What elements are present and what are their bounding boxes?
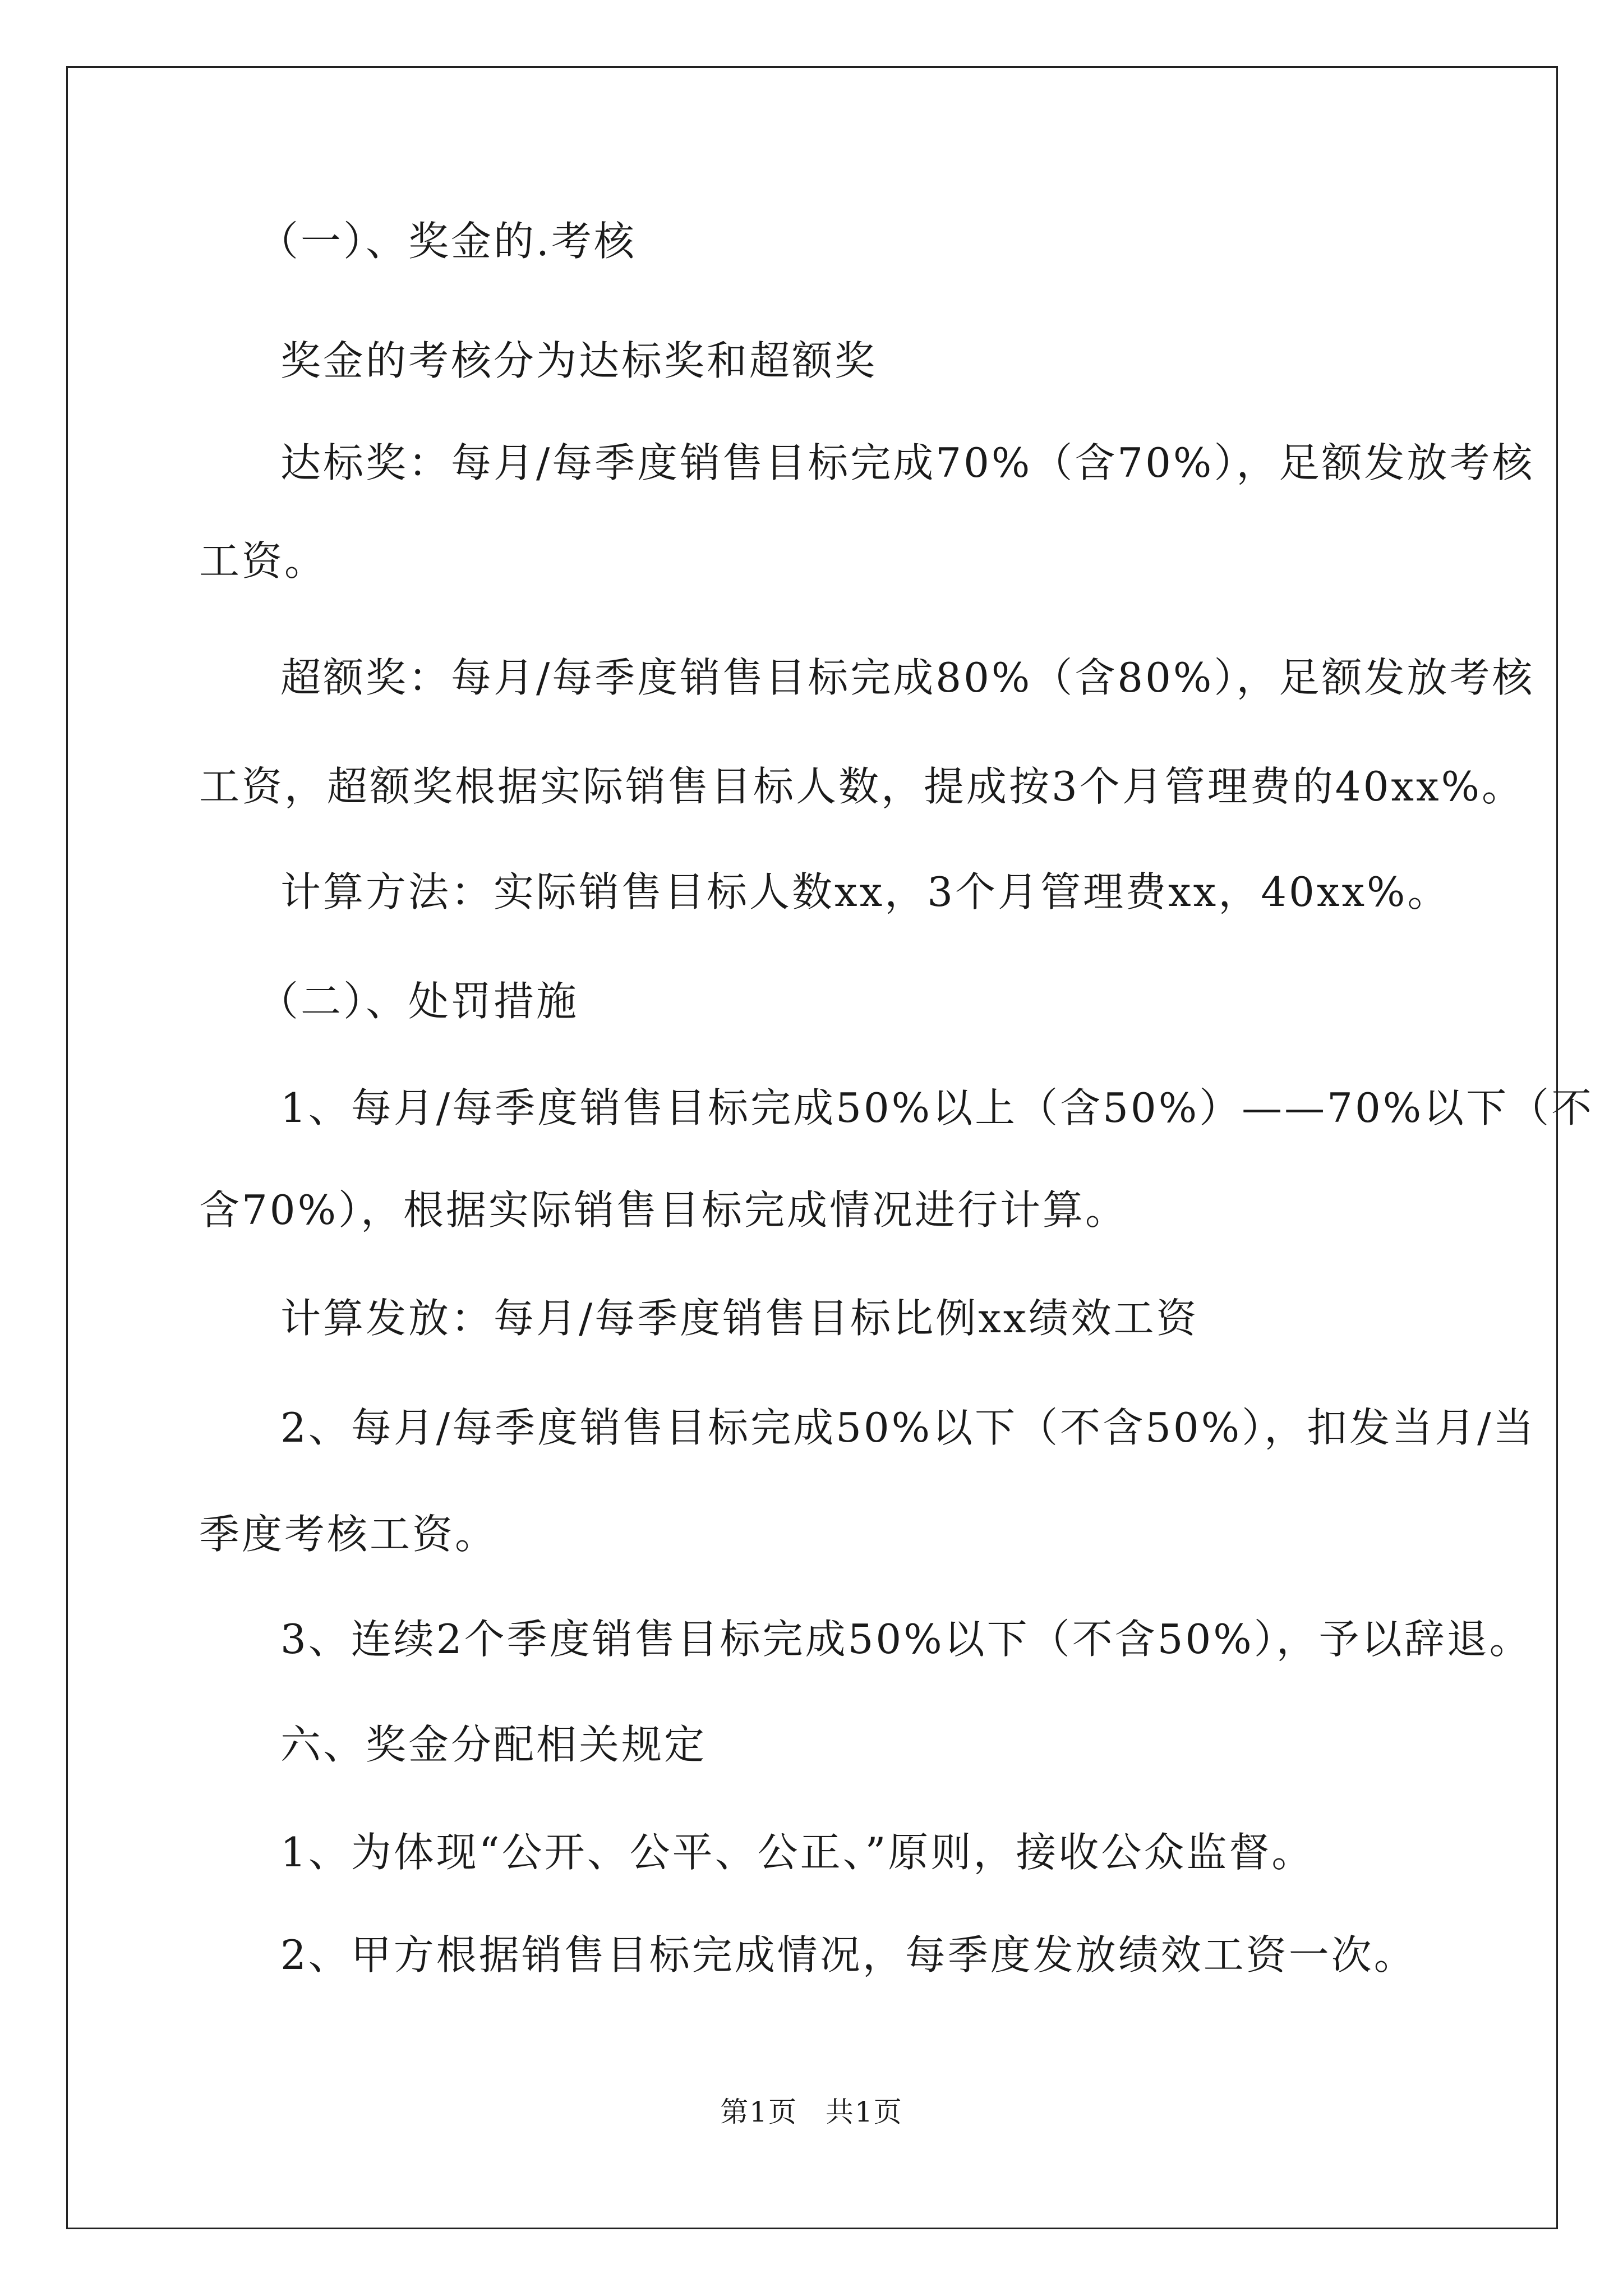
paragraph-line: 奖金的考核分为达标奖和超额奖 bbox=[280, 337, 878, 384]
section-heading-bonus-rules: 六、奖金分配相关规定 bbox=[280, 1721, 707, 1768]
paragraph-line: 3、连续2个季度销售目标完成50%以下（不含50%），予以辞退。 bbox=[280, 1616, 1532, 1663]
paragraph-line: 1、为体现“公开、公平、公正、”原则，接收公众监督。 bbox=[280, 1829, 1315, 1876]
section-heading-bonus-assessment: （一）、奖金的.考核 bbox=[258, 218, 637, 265]
paragraph-line: 计算发放：每月/每季度销售目标比例xx绩效工资 bbox=[280, 1295, 1199, 1342]
page-border bbox=[66, 66, 1558, 2229]
page-number: 第1页 bbox=[720, 2096, 797, 2128]
paragraph-line: 超额奖：每月/每季度销售目标完成80%（含80%），足额发放考核 bbox=[280, 654, 1535, 701]
paragraph-line: 工资，超额奖根据实际销售目标人数，提成按3个月管理费的40xx%。 bbox=[199, 763, 1525, 810]
paragraph-line: 达标奖：每月/每季度销售目标完成70%（含70%），足额发放考核 bbox=[280, 439, 1535, 486]
paragraph-line: 计算方法：实际销售目标人数xx，3个月管理费xx，40xx%。 bbox=[280, 868, 1450, 915]
page-total: 共1页 bbox=[826, 2096, 903, 2128]
page-footer bbox=[0, 2095, 1623, 2129]
paragraph-line: 季度考核工资。 bbox=[199, 1511, 498, 1558]
paragraph-line: 2、甲方根据销售目标完成情况，每季度发放绩效工资一次。 bbox=[280, 1931, 1417, 1978]
section-heading-penalty: （二）、处罚措施 bbox=[258, 978, 579, 1025]
paragraph-line: 含70%），根据实际销售目标完成情况进行计算。 bbox=[199, 1186, 1128, 1234]
paragraph-line: 1、每月/每季度销售目标完成50%以上（含50%）——70%以下（不 bbox=[280, 1084, 1594, 1131]
paragraph-line: 2、每月/每季度销售目标完成50%以下（不含50%），扣发当月/当 bbox=[280, 1404, 1536, 1451]
paragraph-line: 工资。 bbox=[199, 537, 328, 585]
